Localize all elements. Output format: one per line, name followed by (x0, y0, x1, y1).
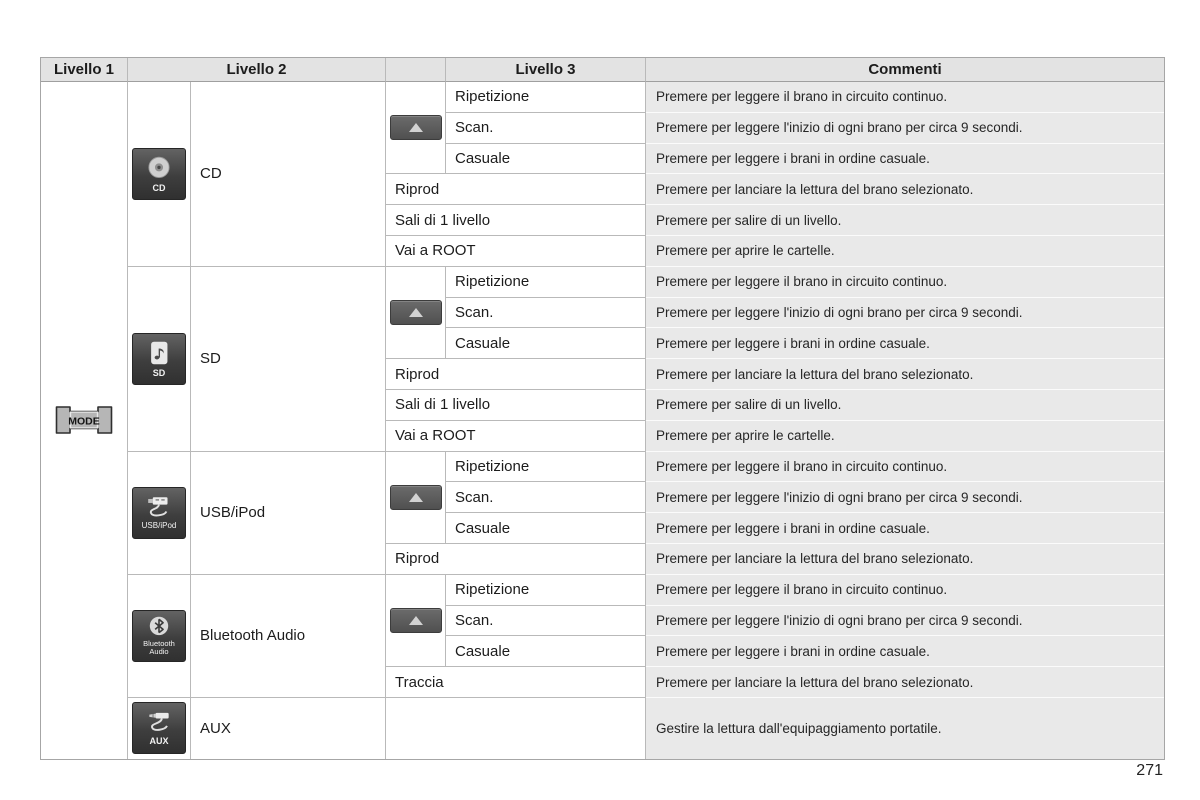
comment-cell: Premere per leggere il brano in circuito continuo. (646, 82, 1164, 113)
up-arrow-icon (409, 308, 423, 317)
level3-item: Sali di 1 livello (386, 205, 646, 236)
bluetooth-label: Bluetooth Audio (191, 575, 386, 698)
level3-item: Traccia (386, 667, 646, 698)
header-commenti: Commenti (646, 58, 1164, 82)
sd-card-icon (132, 333, 186, 385)
bluetooth-audio-icon (132, 610, 186, 662)
comment-cell: Premere per leggere i brani in ordine casuale. (646, 513, 1164, 544)
level3-item: Casuale (446, 513, 646, 544)
page-number: 271 (1136, 762, 1163, 779)
mode-button-label: MODE (68, 415, 100, 428)
level3-item: Riprod (386, 544, 646, 575)
sd-label: SD (191, 267, 386, 452)
comment-cell: Premere per lanciare la lettura del brano selezionato. (646, 544, 1164, 575)
header-spacer-cell (386, 58, 446, 82)
cd-icon-cell (128, 82, 191, 267)
audio-menu-table (40, 57, 1165, 760)
level3-item: Sali di 1 livello (386, 390, 646, 421)
comment-cell: Premere per leggere l'inizio di ogni brano per circa 9 secondi. (646, 482, 1164, 513)
usb-ipod-icon-caption: USB/iPod (141, 521, 177, 531)
up-arrow-icon (409, 493, 423, 502)
cd-label: CD (191, 82, 386, 267)
up-arrow-button (390, 300, 442, 325)
level3-item: Casuale (446, 144, 646, 175)
sd-icon-caption: SD (152, 367, 166, 378)
usb-ipod-icon-cell (128, 452, 191, 575)
comment-cell: Premere per leggere i brani in ordine casuale. (646, 144, 1164, 175)
bluetooth-icon-cell (128, 575, 191, 698)
up-arrow-icon (409, 123, 423, 132)
aux-icon-cell (128, 698, 191, 759)
comment-cell: Premere per leggere i brani in ordine casuale. (646, 328, 1164, 359)
cd-icon-caption: CD (152, 182, 166, 193)
up-arrow-icon (409, 616, 423, 625)
bluetooth-icon-caption: Bluetooth Audio (143, 638, 175, 657)
comment-cell: Premere per leggere l'inizio di ogni brano per circa 9 secondi. (646, 606, 1164, 637)
usb-arrow-cell (386, 452, 446, 544)
comment-cell: Premere per leggere il brano in circuito continuo. (646, 575, 1164, 606)
comment-cell: Premere per aprire le cartelle. (646, 421, 1164, 452)
level3-item: Ripetizione (446, 82, 646, 113)
aux-icon-caption: AUX (149, 736, 169, 747)
level3-item: Riprod (386, 359, 646, 390)
comment-cell: Premere per salire di un livello. (646, 205, 1164, 236)
comment-cell: Gestire la lettura dall'equipaggiamento portatile. (646, 698, 1164, 759)
sd-icon-cell (128, 267, 191, 452)
cd-icon (132, 148, 186, 200)
usb-ipod-label: USB/iPod (191, 452, 386, 575)
level3-item: Scan. (446, 482, 646, 513)
level3-item: Riprod (386, 174, 646, 205)
level3-item: Ripetizione (446, 267, 646, 298)
level3-item: Casuale (446, 636, 646, 667)
comment-cell: Premere per salire di un livello. (646, 390, 1164, 421)
bluetooth-arrow-cell (386, 575, 446, 667)
level3-item: Ripetizione (446, 575, 646, 606)
comment-cell: Premere per leggere i brani in ordine casuale. (646, 636, 1164, 667)
comment-cell: Premere per leggere l'inizio di ogni brano per circa 9 secondi. (646, 113, 1164, 144)
header-livello-2: Livello 2 (128, 58, 386, 82)
comment-cell: Premere per lanciare la lettura del brano selezionato. (646, 359, 1164, 390)
level3-item: Scan. (446, 298, 646, 329)
aux-icon (132, 702, 186, 754)
level3-item: Casuale (446, 328, 646, 359)
header-livello-1: Livello 1 (41, 58, 128, 82)
comment-cell: Premere per lanciare la lettura del brano selezionato. (646, 174, 1164, 205)
up-arrow-button (390, 485, 442, 510)
level3-item: Vai a ROOT (386, 421, 646, 452)
mode-button-cell (41, 82, 128, 759)
level3-item-empty (386, 698, 646, 759)
comment-cell: Premere per lanciare la lettura del brano selezionato. (646, 667, 1164, 698)
header-livello-3: Livello 3 (446, 58, 646, 82)
level3-item: Scan. (446, 606, 646, 637)
comment-cell: Premere per leggere l'inizio di ogni brano per circa 9 secondi. (646, 298, 1164, 329)
level3-item: Vai a ROOT (386, 236, 646, 267)
usb-ipod-icon (132, 487, 186, 539)
sd-arrow-cell (386, 267, 446, 359)
comment-cell: Premere per leggere il brano in circuito continuo. (646, 452, 1164, 483)
level3-item: Scan. (446, 113, 646, 144)
aux-label: AUX (191, 698, 386, 759)
mode-button-icon (55, 405, 113, 435)
comment-cell: Premere per aprire le cartelle. (646, 236, 1164, 267)
level3-item: Ripetizione (446, 452, 646, 483)
up-arrow-button (390, 608, 442, 633)
comment-cell: Premere per leggere il brano in circuito continuo. (646, 267, 1164, 298)
up-arrow-button (390, 115, 442, 140)
cd-arrow-cell (386, 82, 446, 174)
